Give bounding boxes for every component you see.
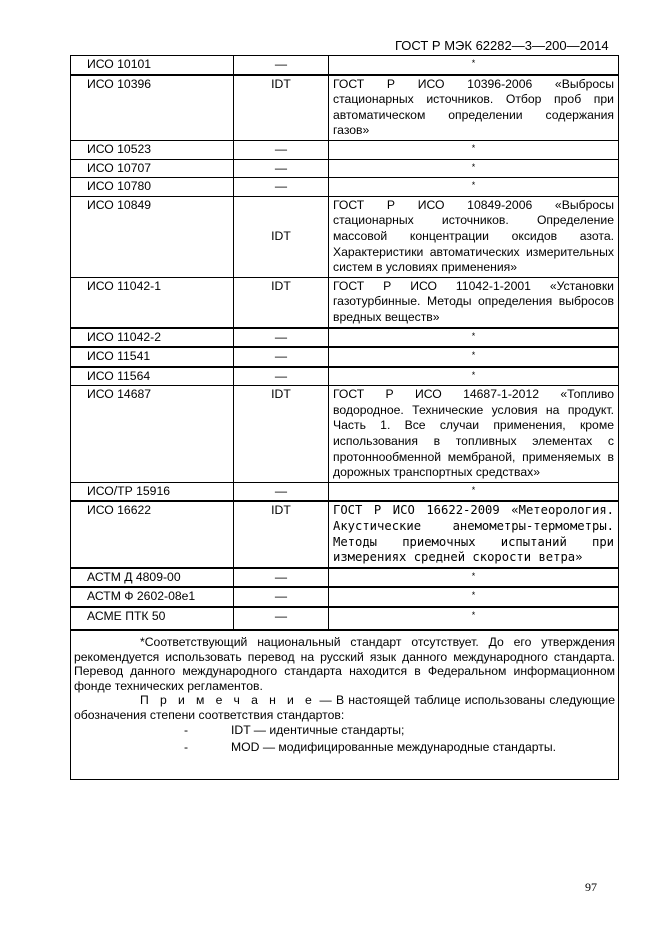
intl-standard-cell: АСТМ Д 4809-00 (71, 568, 234, 588)
degree-cell: — (234, 159, 329, 178)
degree-cell: IDT (234, 196, 329, 277)
table-note (74, 693, 615, 722)
intl-standard-cell: ИСО 11042-1 (71, 277, 234, 327)
legend-text: MOD — модифицированные международные стандарты. (231, 739, 556, 754)
degree-cell: — (234, 140, 329, 159)
degree-cell: — (234, 56, 329, 75)
degree-cell: — (234, 607, 329, 630)
degree-cell: IDT (234, 75, 329, 141)
intl-standard-cell: ИСО 11541 (71, 347, 234, 367)
footnote-cell (71, 630, 619, 779)
document-header: ГОСТ Р МЭК 62282—3—200—2014 (395, 38, 609, 53)
degree-cell: — (234, 587, 329, 607)
legend-item (74, 740, 615, 757)
legend-text: IDT — идентичные стандарты; (231, 722, 405, 737)
intl-standard-cell: ИСО 11564 (71, 367, 234, 386)
degree-cell: IDT (234, 386, 329, 483)
table-row (71, 140, 619, 159)
legend-dash: - (184, 739, 189, 754)
reference-table (70, 55, 619, 780)
degree-cell: IDT (234, 501, 329, 567)
intl-standard-cell: ИСО 16622 (71, 501, 234, 567)
degree-cell: — (234, 328, 329, 348)
degree-cell: — (234, 178, 329, 197)
footnote-row (71, 630, 619, 779)
national-standard-cell: * (329, 178, 619, 197)
intl-standard-cell: ИСО 14687 (71, 386, 234, 483)
table-row (71, 328, 619, 348)
table-row (71, 178, 619, 197)
national-standard-cell: * (329, 482, 619, 501)
national-standard-cell: * (329, 140, 619, 159)
degree-cell: — (234, 482, 329, 501)
degree-cell: — (234, 568, 329, 588)
national-standard-cell: ГОСТ Р ИСО 10396-2006 «Выбросы стационарных источников. Отбор проб при автоматическом определении содержания газов» (329, 75, 619, 141)
national-standard-cell: ГОСТ Р ИСО 16622-2009 «Метеорология. Акустические анемометры-термометры. Методы приемочных испытаний при измерениях средней скорости ветра» (329, 501, 619, 567)
national-standard-cell: * (329, 568, 619, 588)
table-row (71, 367, 619, 386)
legend-dash: - (184, 722, 189, 737)
table-row (71, 386, 619, 483)
national-standard-cell: ГОСТ Р ИСО 14687-1-2012 «Топливо водородное. Технические условия на продукт. Часть 1. Все случаи применения, кроме использования в топливных элементах с протоннообменной мембраной, применяемых в дорожных транспортных средствах» (329, 386, 619, 483)
national-standard-cell: * (329, 347, 619, 367)
table-row (71, 587, 619, 607)
national-standard-cell: * (329, 607, 619, 630)
footnote-star-text: *Соответствующий национальный стандарт отсутствует. До его утверждения рекомендуется использовать перевод на русский язык данного международного стандарта. Перевод данного международного стандарта находится в Федеральном информационном фонде технических регламентов. (74, 635, 615, 693)
national-standard-cell: ГОСТ Р ИСО 11042-1-2001 «Установки газотурбинные. Методы определения выбросов вредных веществ» (329, 277, 619, 327)
degree-cell: IDT (234, 277, 329, 327)
intl-standard-cell: АСТМ Ф 2602-08е1 (71, 587, 234, 607)
table-row (71, 75, 619, 141)
intl-standard-cell: ИСО 10396 (71, 75, 234, 141)
national-standard-cell: * (329, 367, 619, 386)
table-row (71, 568, 619, 588)
national-standard-cell: * (329, 56, 619, 75)
table-row (71, 482, 619, 501)
national-standard-cell: * (329, 159, 619, 178)
table-row (71, 501, 619, 567)
table-row (71, 159, 619, 178)
intl-standard-cell: ИСО 10523 (71, 140, 234, 159)
degree-cell: — (234, 367, 329, 386)
page-number: 97 (585, 880, 597, 894)
intl-standard-cell: ИСО 10780 (71, 178, 234, 197)
national-standard-cell: ГОСТ Р ИСО 10849-2006 «Выбросы стационарных источников. Определение массовой концентрации оксидов азота. Характеристики автоматических измерительных систем в условиях применения» (329, 196, 619, 277)
intl-standard-cell: ИСО 10101 (71, 56, 234, 75)
intl-standard-cell: ИСО 10849 (71, 196, 234, 277)
table-row (71, 347, 619, 367)
table-row (71, 607, 619, 630)
national-standard-cell: * (329, 587, 619, 607)
note-text: — В настоящей таблице использованы следующие обозначения степени соответствия стандартов: (74, 693, 615, 722)
note-label: П р и м е ч а н и е (140, 693, 316, 708)
table-row (71, 56, 619, 75)
intl-standard-cell: АСМЕ ПТК 50 (71, 607, 234, 630)
intl-standard-cell: ИСО 11042-2 (71, 328, 234, 348)
intl-standard-cell: ИСО/ТР 15916 (71, 482, 234, 501)
table-row (71, 196, 619, 277)
legend-item (74, 723, 615, 740)
national-standard-cell: * (329, 328, 619, 348)
degree-cell: — (234, 347, 329, 367)
table-row (71, 277, 619, 327)
intl-standard-cell: ИСО 10707 (71, 159, 234, 178)
